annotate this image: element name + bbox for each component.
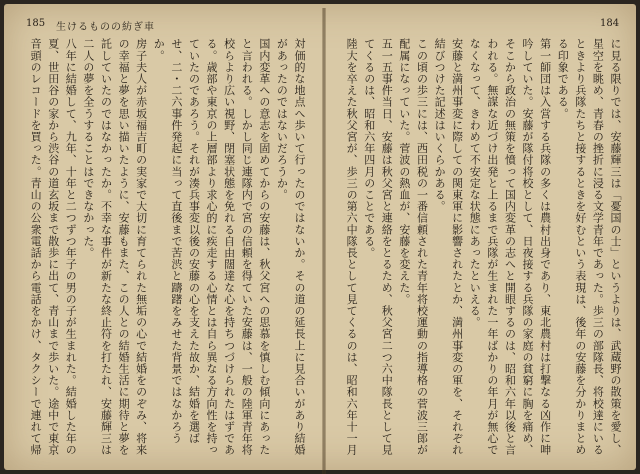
right-page-text (340, 38, 624, 458)
running-head: 生けるものの紡ぎ車 (56, 22, 155, 33)
paragraph: 国内変革への意志を固めてからの安藤は、秋父宮への思慕を慎しむ傾向にあったと言われる。しかし同じ連隊内で宮の信頼を得ていた安藤は、一般の陸軍青年将校らより広い視野、閉塞状態を免れる自由闊達な心を持ちつづけられたはずである。歳部や東京の上層部より求心的に疾走する心情とは自ら異なる方向性を持っていたのであろう。それが湊兵事変以後の安藤の心を支えた故か、結婚を選ばせ、二・二六事件発起に当って直後まで苦渋と躊躇をみせた背景ではなかろうか。 (152, 38, 271, 456)
paragraph: 安藤と満州事変に際しての関東軍に影響されたとか、満州事変の軍を、それぞれ結びつけた記述はいくらかある。 (433, 38, 464, 456)
paragraph: 第一師団は入営する兵隊の多くは農村出身であり、東北農村は打撃なる凶作に呻吟していた。安藤が隊付将校として、日夜接する兵隊の家庭の貧窮に胸を痛め、そこから政治の無策を憤って国内変革の志へと開眼するのは、昭和六年以後と言われる。無謀な近づけ出発と上るまで兵隊が生まれた一年ばかりの年月が無心でなくなって、きわめて不安定な状態にあったといえる。 (468, 38, 552, 456)
paragraph: 陸大を卒えた秋父宮が、歩三の第六中隊長として見てくるのは、昭和六年十一月 (345, 38, 359, 456)
paragraph: に見る限りでは、安藤輝三は「憂国の士」というよりは、武蔵野の散策を愛し、星空を眺め、青春の挫折に浸る文学青年であった。歩三の部隊長、将校達にいるときより兵隊たちと接するときを好むという表現は、後年の安藤を分かりまとめる印象である。 (556, 38, 622, 456)
paragraph: 八年に結婚して、九年、十年と二つずつ年子の男の子が生まれた。結婚した年の夏、世田谷の家から渋谷の道玄坂まで散歩に出て、青山まで歩いた。途中で東京音頭のレコードを買った。青山の公衆電話から電話をかけ、タクシーで連れて帰 (29, 38, 78, 456)
paragraph: 房子夫人が赤坂福吉町の実家で大切に育てられた無垢の心で結婚をのぞみ、将来の幸福と夢を思い描いたように、安藤もまた、この人との結婚生活に期待と夢を託していたのではなかったか。不幸な事件が新たな終止符を打たれ、安藤輝三は二人の夢を全うすることはできなかった。 (81, 38, 148, 456)
paragraph: 五一五事件当日、安藤は秋父宮と連絡をとるため、秋父宮二つ六中隊長として見てくるのは、昭和六年四月のことである。 (362, 38, 394, 456)
left-page-number: 185 (26, 18, 46, 29)
paragraph: 対価的な地点へ歩いて行ったのではないか。その道の延長上に見合いがあり結婚があったのではないだろうか。 (275, 38, 306, 456)
paragraph: この頃の歩三には、西田税の一番信頼された青年将校運動の指導格の菅波三郎が配属になっていた。菅波の熱血が、安藤を変えた。 (397, 38, 429, 456)
right-page-number: 184 (600, 18, 620, 29)
book-gutter (322, 8, 326, 474)
left-page-text (26, 38, 308, 458)
book-spread (4, 4, 636, 470)
